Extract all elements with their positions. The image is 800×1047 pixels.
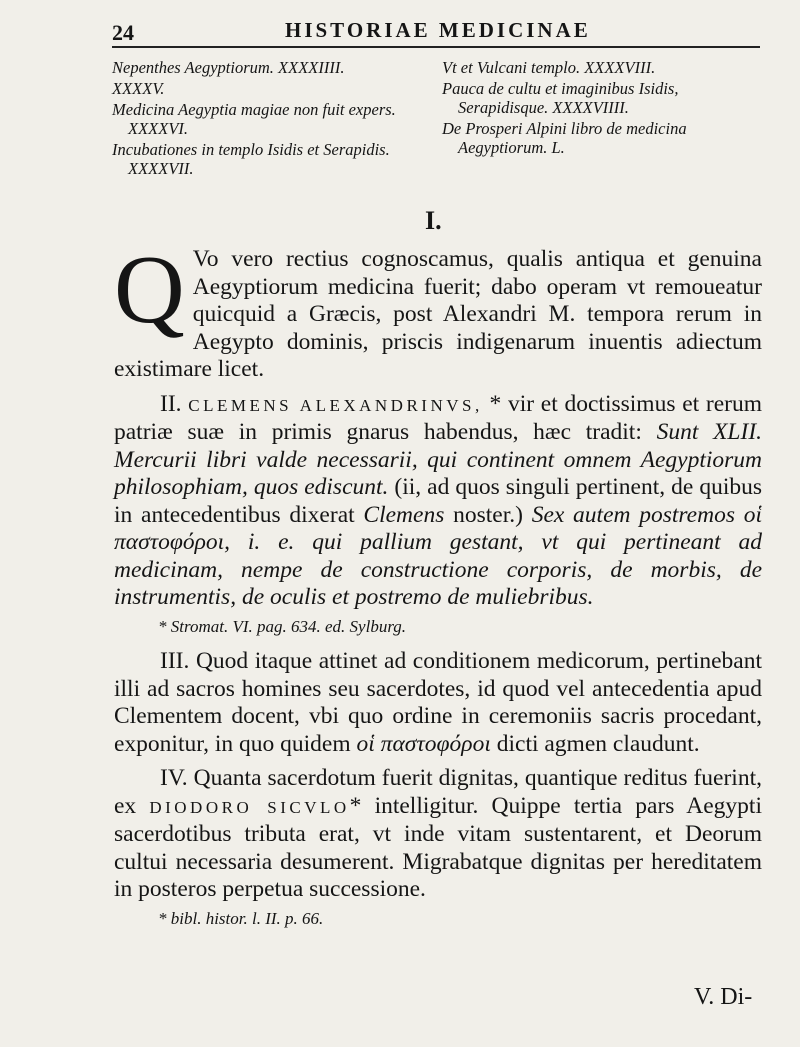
- footnote: * bibl. histor. l. II. p. 66.: [158, 908, 324, 928]
- contents-entry: Medicina Aegyptia magiae non fuit expers. XXXXVI.: [112, 100, 396, 138]
- paragraph-3: [114, 648, 762, 758]
- running-head: HISTORIAE MEDICINAE: [285, 18, 591, 42]
- contents-column-right: [442, 58, 764, 159]
- page-number: 24: [112, 20, 134, 45]
- footnote: * Stromat. VI. pag. 634. ed. Sylburg.: [158, 616, 407, 636]
- section-number: I.: [425, 206, 442, 235]
- contents-entry: XXXXV.: [112, 79, 165, 98]
- quotation: Sunt XLII. Mercurii libri valde necessarii, qui continent omnem Aegyptiorum philosophiam, quos ediscunt.: [114, 419, 763, 500]
- quotation: Sex autem postremos οἱ παστοφόροι, i. e. qui pallium gestant, vt qui pertineant ad medicinam, nempe de constructione corporis, de morbis, de instrumentis, de oculis et postremo de muliebribus.: [114, 501, 762, 610]
- paragraph-numeral: IV.: [160, 765, 188, 791]
- paragraph-text: dicti agmen claudunt.: [496, 730, 700, 757]
- greek-term: οἱ παστοφόροι: [356, 730, 491, 757]
- contents-entry: Nepenthes Aegyptiorum. XXXXIIII.: [112, 58, 345, 77]
- contents-entry: Pauca de cultu et imaginibus Isidis, Serapidisque. XXXXVIIII.: [442, 79, 679, 117]
- paragraph-numeral: III.: [160, 648, 190, 674]
- contents-entry: De Prosperi Alpini libro de medicina Aegyptiorum. L.: [442, 119, 687, 157]
- paragraph-text: noster.): [453, 501, 523, 528]
- paragraph-text: (ii, ad quos singuli pertinent, de quibus in antecedentibus dixerat: [114, 474, 762, 528]
- contents-column-left: [112, 58, 430, 180]
- paragraph-text: * intelligitur. Quippe tertia pars Aegypti sacerdotibus tributa erat, vt inde vitam sustentarent, et Deorum cultui necessaria desumerent. Migrabatque dignitas per hereditatem in posteros perpetua successione.: [114, 792, 762, 902]
- body-text: [114, 236, 763, 940]
- paragraph-text: * vir et doctissimus et rerum patriæ suæ in primis gnarus habendus, hæc tradit:: [114, 390, 763, 445]
- paragraph-text: Vo vero rectius cognoscamus, qualis antiqua et genuina Aegyptiorum medicina fuerit; dabo operam vt remoueatur quicquid a Græcis, post Alexandri M. tempora rerum in Aegypto dominis, priscis indigenarum inuentis adiectum existimare licet.: [114, 246, 762, 382]
- author-name: CLEMENS ALEXANDRINVS,: [188, 395, 483, 415]
- header-rule: [112, 46, 760, 48]
- paragraph-4: [114, 765, 762, 904]
- paragraph-2: [114, 391, 762, 612]
- contents-entry: Vt et Vulcani templo. XXXXVIII.: [442, 58, 656, 77]
- drop-cap: Q: [114, 236, 185, 344]
- author-name: Clemens: [363, 501, 445, 528]
- contents-entry: Incubationes in templo Isidis et Serapidis. XXXXVII.: [112, 140, 390, 178]
- catchword: V. Di-: [694, 984, 753, 1010]
- paragraph-text: Quod itaque attinet ad conditionem medicorum, pertinebant illi ad sacros homines seu sacerdotes, id quod vel antecedentia apud Clementem docent, vbi quo ordine in ceremoniis sacris procedant, exponitur, in quo quidem: [114, 648, 762, 757]
- author-name: DIODORO SICVLO: [149, 797, 350, 817]
- paragraph-numeral: II.: [160, 390, 182, 417]
- paragraph-1: [114, 236, 762, 384]
- paragraph-text: Quanta sacerdotum fuerit dignitas, quantique reditus fuerint, ex: [114, 765, 762, 819]
